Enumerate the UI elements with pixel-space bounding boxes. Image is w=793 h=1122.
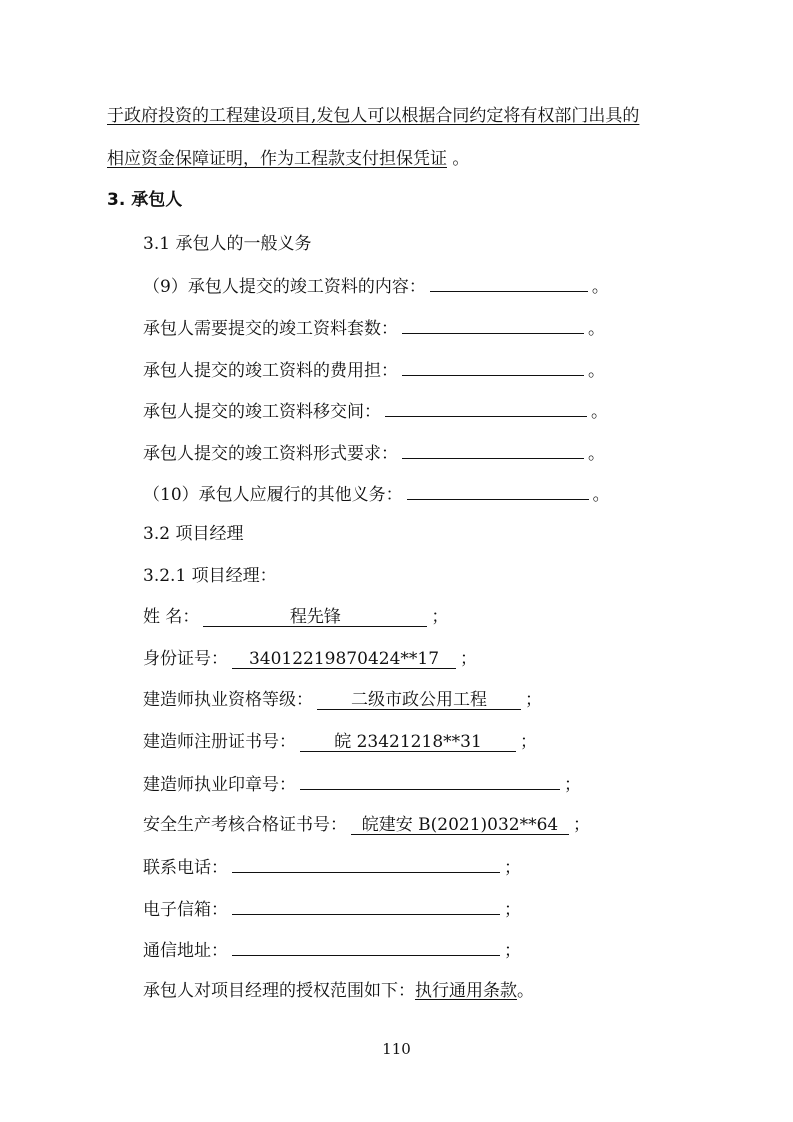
reg-end: ； [520,732,537,752]
safety-end: ； [573,815,590,835]
grade-end: ； [525,690,542,710]
phone-end: ； [504,858,521,878]
address-end: ； [504,941,521,961]
item-completion-handover [143,400,608,422]
address-label: 通信地址： [143,941,228,961]
reg-label: 建造师注册证书号： [143,732,296,752]
item-end: 。 [591,277,609,297]
manager-reg-row [143,732,537,752]
item-other-obligations [143,483,610,505]
item-completion-copies [143,317,605,339]
page-number: 110 [382,1040,411,1058]
manager-safety-row [143,815,590,835]
item-label: 承包人提交的竣工资料的费用担： [143,361,398,381]
item-label: 承包人提交的竣工资料移交间： [143,402,381,422]
blank-field[interactable] [430,275,588,292]
manager-name-row [143,607,448,627]
item-end: 。 [591,402,608,422]
grade-label: 建造师执业资格等级： [143,690,313,710]
email-field[interactable] [232,898,500,915]
manager-address-row [143,939,521,961]
section-3-heading: 3. 承包人 [107,190,183,210]
item-label: （9）承包人提交的竣工资料的内容： [143,277,426,297]
manager-grade-row [143,690,542,710]
phone-field[interactable] [232,856,500,873]
section-3-1-heading: 3.1 承包人的一般义务 [143,234,312,254]
blank-field[interactable] [402,442,584,459]
safety-field[interactable]: 皖建安 B(2021)032**64 [351,816,569,835]
seal-label: 建造师执业印章号： [143,775,296,795]
item-end: 。 [588,444,605,464]
id-field[interactable]: 34012219870424**17 [232,650,456,669]
id-end: ； [460,649,477,669]
blank-field[interactable] [402,317,584,334]
item-completion-content [143,275,609,297]
section-3-2-1-heading: 3.2.1 项目经理： [143,566,277,586]
blank-field[interactable] [407,483,589,500]
item-completion-cost [143,359,605,381]
intro-line-2 [107,149,469,169]
item-label: （10）承包人应履行的其他义务： [143,485,403,505]
seal-field[interactable] [300,773,560,790]
manager-email-row [143,898,521,920]
authority-end: 。 [517,981,534,1001]
item-completion-format [143,442,605,464]
intro-line-1: 于政府投资的工程建设项目,发包人可以根据合同约定将有权部门出具的 [107,106,640,126]
item-end: 。 [588,361,605,381]
email-end: ； [504,900,521,920]
address-field[interactable] [232,939,500,956]
name-label: 姓 名： [143,607,200,627]
item-end: 。 [588,319,605,339]
manager-phone-row [143,856,521,878]
email-label: 电子信箱： [143,900,228,920]
seal-end: ； [564,775,581,795]
authority-value: 执行通用条款 [415,981,517,1001]
manager-seal-row [143,773,581,795]
section-3-2-heading: 3.2 项目经理 [143,524,244,544]
item-end: 。 [592,485,610,505]
id-label: 身份证号： [143,649,228,669]
manager-id-row [143,649,477,669]
authority-row [143,981,534,1001]
blank-field[interactable] [385,400,587,417]
safety-label: 安全生产考核合格证书号： [143,815,347,835]
grade-field[interactable]: 二级市政公用工程 [317,691,521,710]
blank-field[interactable] [402,359,584,376]
item-label: 承包人提交的竣工资料形式要求： [143,444,398,464]
reg-field[interactable]: 皖 23421218**31 [300,733,516,752]
phone-label: 联系电话： [143,858,228,878]
name-field[interactable]: 程先锋 [203,608,427,627]
authority-label: 承包人对项目经理的授权范围如下： [143,981,415,1001]
intro-line-2-end: 。 [452,149,470,169]
intro-line-2-text: 相应资金保障证明，作为工程款支付担保凭证 [107,149,447,169]
name-end: ； [431,607,449,627]
item-label: 承包人需要提交的竣工资料套数： [143,319,398,339]
